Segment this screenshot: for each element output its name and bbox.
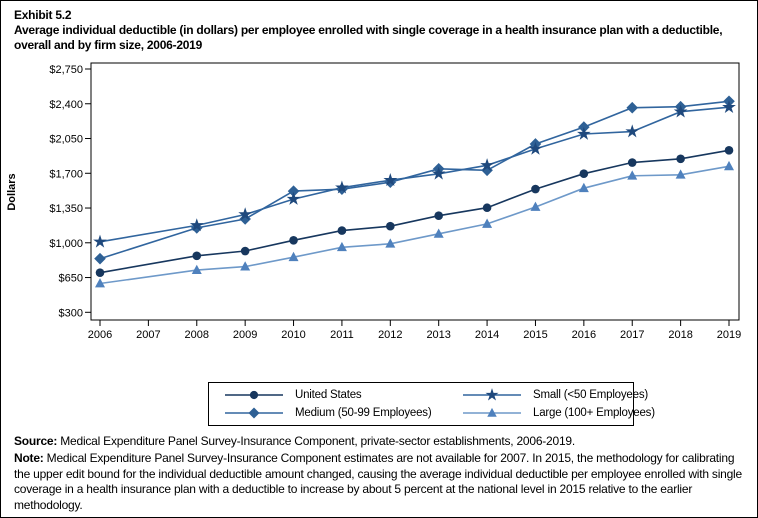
legend-item-medium-firms — [209, 404, 447, 421]
legend-label: Medium (50-99 Employees) — [295, 406, 432, 419]
series-small-50-employees-marker — [625, 124, 639, 137]
x-tick-label: 2008 — [184, 329, 210, 341]
series-small-50-employees — [93, 100, 736, 248]
series-united-states-marker — [580, 169, 589, 178]
legend-label: Large (100+ Employees) — [533, 406, 655, 419]
x-tick-label: 2011 — [330, 329, 354, 341]
note-label: Note: — [14, 451, 44, 465]
legend-label: Small (<50 Employees) — [533, 388, 649, 401]
series-united-states-marker — [241, 247, 250, 256]
series-united-states-marker — [96, 268, 105, 277]
x-tick-label: 2007 — [136, 329, 161, 341]
y-tick-label: $1,700 — [49, 168, 83, 181]
x-tick-label: 2017 — [619, 329, 645, 341]
note-text: Medical Expenditure Panel Survey-Insurance Component estimates are not available for 2007. In 2015, the methodology for calibrating the upper edit bound for the individual deductible amount changed, causing the average individual deductible per employee enrolled with single coverage in a health insurance plan with a deductible to increase by about 5 percent at the national level in 2015 relative to the earlier methodology. — [14, 451, 742, 512]
x-tick-label: 2009 — [232, 329, 258, 341]
series-medium-50-99-employees-line — [100, 101, 729, 258]
x-tick-label: 2006 — [87, 329, 113, 341]
series-united-states-marker — [676, 154, 685, 163]
plot-frame — [91, 63, 739, 320]
y-tick-label: $1,000 — [49, 237, 83, 250]
series-united-states-marker — [434, 211, 443, 220]
x-tick-label: 2014 — [474, 329, 500, 341]
y-tick-label: $650 — [58, 272, 83, 285]
series-united-states-marker — [192, 251, 201, 260]
x-tick-label: 2012 — [378, 329, 403, 341]
source-label: Source: — [14, 434, 58, 448]
note-line — [14, 451, 744, 513]
x-tick-label: 2016 — [571, 329, 597, 341]
legend-marker-glyph — [250, 390, 258, 398]
series-medium-50-99-employees-marker — [626, 102, 638, 114]
x-tick-label: 2018 — [668, 329, 693, 341]
x-tick-label: 2015 — [523, 329, 548, 341]
exhibit-number: Exhibit 5.2 — [14, 8, 72, 22]
legend-label: United States — [295, 388, 362, 401]
x-tick-label: 2013 — [426, 329, 451, 341]
series-united-states-marker — [531, 185, 540, 194]
x-tick-label: 2010 — [281, 329, 306, 341]
source-line — [14, 434, 744, 449]
legend-item-united-states — [209, 386, 447, 403]
legend-item-small-firms — [447, 386, 655, 403]
chart-legend — [208, 382, 655, 426]
chart-footer — [1, 426, 757, 513]
medium-firms-diamond-icon — [223, 405, 285, 421]
small-firms-star-icon — [461, 387, 523, 403]
y-tick-label: $1,350 — [49, 203, 83, 216]
united-states-circle-icon — [223, 387, 285, 403]
large-firms-triangle-icon — [461, 405, 523, 421]
deductible-trend-chart — [1, 55, 758, 345]
y-tick-label: $2,750 — [49, 64, 83, 76]
legend-marker-glyph — [248, 407, 259, 418]
series-medium-50-99-employees-marker — [94, 253, 106, 265]
y-tick-label: $300 — [58, 307, 83, 320]
series-united-states-marker — [628, 158, 637, 167]
legend-item-large-firms — [447, 404, 655, 421]
chart-header — [1, 1, 757, 53]
x-tick-label: 2019 — [716, 329, 742, 341]
series-united-states-marker — [483, 203, 492, 212]
y-axis-title: Dollars — [6, 173, 18, 211]
chart-area — [1, 55, 758, 345]
series-united-states-marker — [386, 222, 395, 231]
source-text: Medical Expenditure Panel Survey-Insurance Component, private-sector establishments, 2006-2019. — [57, 434, 575, 448]
y-tick-label: $2,400 — [49, 98, 83, 111]
series-united-states-marker — [289, 236, 298, 245]
series-united-states-marker — [338, 226, 347, 235]
series-large-100-employees — [95, 161, 734, 287]
y-tick-label: $2,050 — [49, 133, 83, 146]
series-united-states-marker — [725, 146, 734, 155]
series-united-states — [96, 146, 734, 277]
chart-title: Average individual deductible (in dollars) per employee enrolled with single coverage in a health insurance plan with a deductible, overall and by firm size, 2006-2019 — [14, 23, 723, 52]
series-large-100-employees-marker — [724, 161, 734, 170]
